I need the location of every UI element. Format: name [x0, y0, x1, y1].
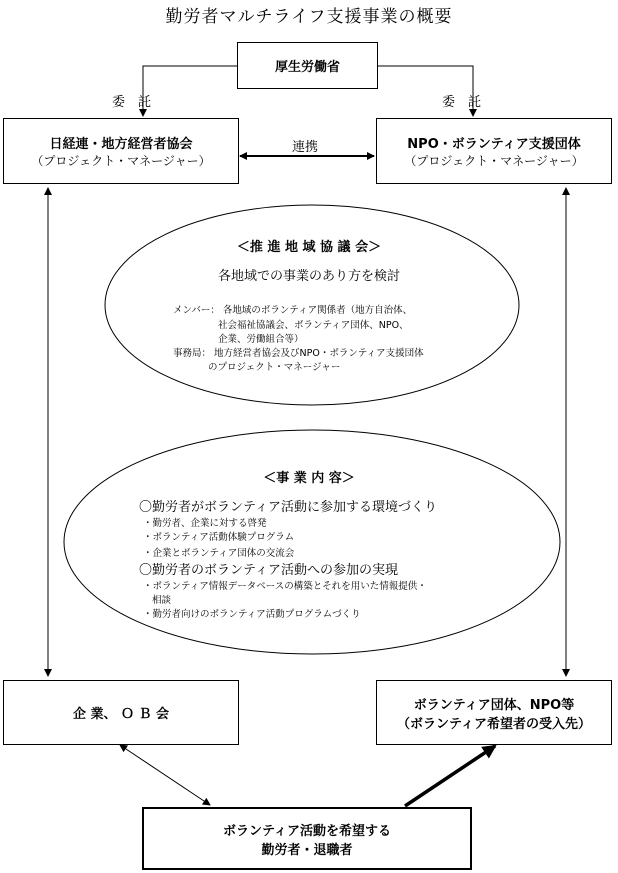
left-org-box [3, 118, 239, 184]
right-org-box [376, 118, 612, 184]
workers-box [142, 807, 472, 870]
council-member-line2: 社会福祉協議会、ボランティア団体、NPO、 [218, 320, 409, 331]
volunteer-groups-line2: （ボランティア希望者の受入先） [397, 716, 591, 732]
cooperation-label: 連携 [292, 140, 319, 155]
entrust-right-label: 委 託 [442, 95, 482, 110]
workers-line2: 勤労者・退職者 [261, 842, 353, 858]
ministry-label: 厚生労働省 [274, 60, 340, 75]
left-org-name: 日経連・地方経営者協会 [49, 137, 193, 152]
companies-label: 企 業、 Ｏ Ｂ 会 [72, 707, 170, 722]
workers-volunteer-arrow [405, 746, 495, 806]
companies-box [3, 680, 239, 745]
content-item1: 〇勤労者がボランティア活動に参加する環境づくり [139, 500, 437, 515]
content-item2-sub3: ・勤労者向けのボランティア活動プログラムづくり [143, 609, 361, 620]
volunteer-groups-box [376, 680, 612, 745]
content-item1-sub1: ・勤労者、企業に対する啓発 [143, 518, 267, 529]
council-secretariat-line1: 事務局： 地方経営者協会及びNPO・ボランティア支援団体 [173, 348, 424, 359]
council-secretariat-line2: のプロジェクト・マネージャー [208, 362, 341, 373]
content-item1-sub2: ・ボランティア活動体験プログラム [143, 532, 295, 543]
council-member-line3: 企業、労働組合等） [218, 334, 304, 345]
page-title: 勤労者マルチライフ支援事業の概要 [165, 7, 453, 27]
right-org-name: NPO・ボランティア支援団体 [407, 137, 581, 152]
entrust-left-arrow [143, 66, 237, 116]
content-item2-sub1: ・ボランティア情報データベースの構築とそれを用いた情報提供・ [143, 581, 427, 592]
content-item1-sub3: ・企業とボランティア団体の交流会 [143, 548, 295, 559]
content-heading: ＜事 業 内 容＞ [263, 471, 355, 486]
companies-workers-arrow [120, 745, 210, 805]
entrust-left-label: 委 託 [112, 95, 152, 110]
council-heading: ＜推 進 地 域 協 議 会＞ [236, 240, 382, 255]
content-item2-sub2: 相談 [152, 595, 172, 606]
volunteer-groups-line1: ボランティア団体、NPO等 [413, 697, 575, 713]
right-org-role: （プロジェクト・マネージャー） [404, 154, 584, 168]
council-summary: 各地域での事業のあり方を検討 [217, 269, 400, 284]
content-item2: 〇勤労者のボランティア活動への参加の実現 [139, 563, 398, 578]
left-org-role: （プロジェクト・マネージャー） [31, 154, 211, 168]
ministry-box [237, 42, 378, 89]
council-member-line1: メンバー： 各地域のボランティア関係者（地方自治体、 [173, 305, 413, 316]
workers-line1: ボランティア活動を希望する [223, 823, 391, 839]
